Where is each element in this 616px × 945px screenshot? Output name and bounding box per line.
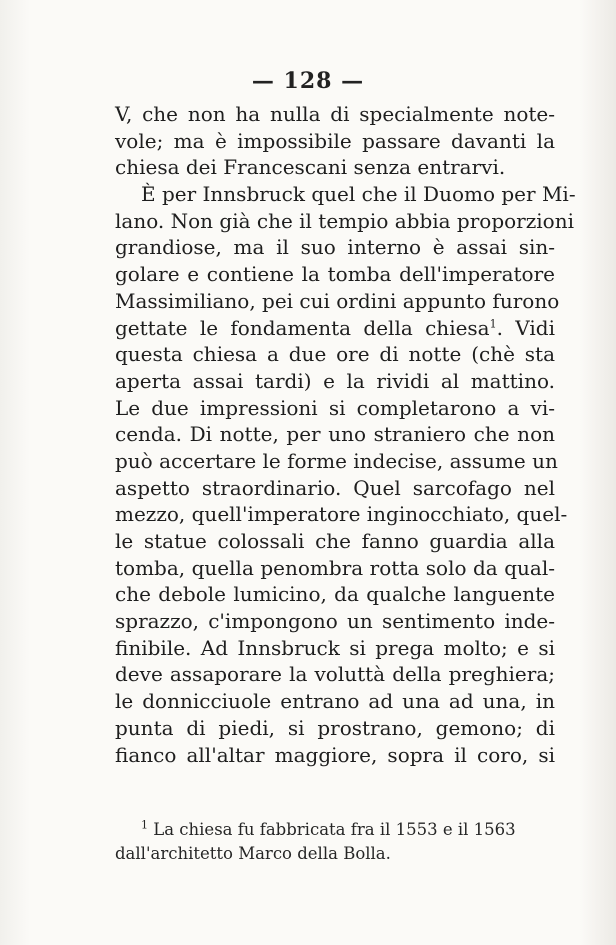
text-line: aspetto straordinario. Quel sarcofago nel [115,475,555,500]
text-line: che debole lumicino, da qualche languente [115,582,555,607]
footnote-line: dall'architetto Marco della Bolla. [115,844,391,863]
text-line: fianco all'altar maggiore, sopra il coro, si [115,742,555,767]
text-line-part: gettate le fondamenta della chiesa [115,315,490,340]
text-line: Massimiliano, pei cui ordini appunto furono [115,288,560,313]
text-line: le donnicciuole entrano ad una ad una, in [115,689,555,714]
text-line: cenda. Di notte, per uno straniero che non [115,422,555,447]
text-line: le statue colossali che fanno guardia alla [115,529,555,553]
text-line-with-footnote-ref [115,315,555,342]
footnote-line [115,818,555,842]
text-line: Le due impressioni si completarono a vi- [115,395,555,420]
body-text [115,101,576,768]
text-line: tomba, quella penombra rotta solo da qual- [115,555,555,580]
text-line: È per Innsbruck quel che il Duomo per Mi- [141,182,576,207]
text-line-part: . Vidi [496,315,555,340]
page-number: — 128 — [251,68,365,94]
text-line: può accertare le forme indecise, assume un [115,448,558,473]
footnote-text: La chiesa fu fabbricata fra il 1553 e il 1563 [153,820,516,839]
text-line: punta di piedi, si prostrano, gemono; di [115,715,555,740]
text-line: finibile. Ad Innsbruck si prega molto; e si [115,635,555,660]
text-line: lano. Non già che il tempio abbia proporzioni [115,208,574,233]
text-line: mezzo, quell'imperatore inginocchiato, quel- [115,502,568,527]
text-line: questa chiesa a due ore di notte (chè sta [115,342,555,367]
text-line: golare e contiene la tomba dell'imperatore [115,262,555,287]
text-line: grandiose, ma il suo interno è assai sin- [115,235,555,260]
footnote-reference: 1 [489,316,497,330]
text-line: vole; ma è impossibile passare davanti la [115,128,555,153]
text-line: sprazzo, c'impongono un sentimento inde- [115,609,555,634]
text-line: deve assaporare la voluttà della preghiera; [115,662,555,687]
text-line: V, che non ha nulla di specialmente note- [115,102,555,126]
text-line: chiesa dei Francescani senza entrarvi. [115,155,506,180]
footnote-marker: 1 [141,818,148,832]
text-line: aperta assai tardi) e la rividi al mattino. [115,368,555,393]
footnote [115,818,555,866]
